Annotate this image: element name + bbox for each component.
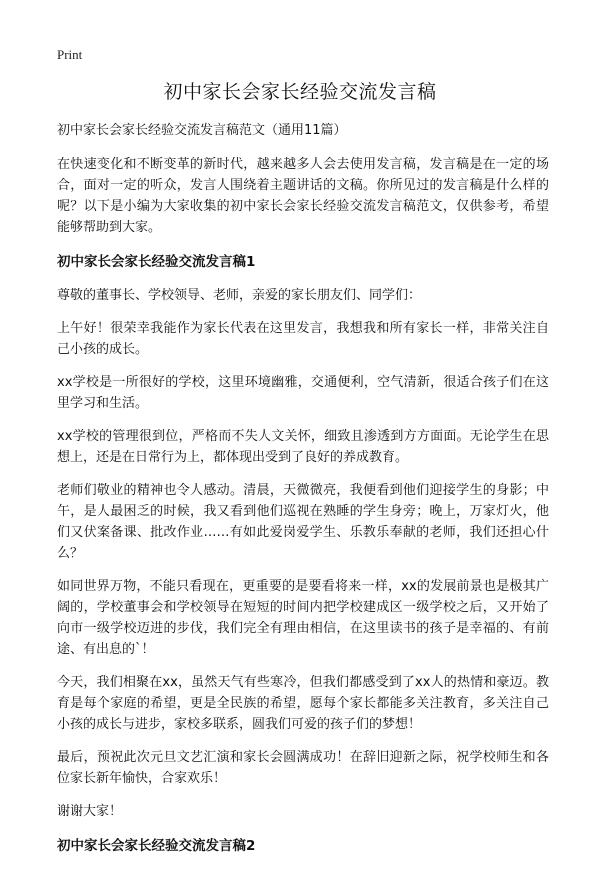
document-body — [57, 120, 549, 869]
page-title: 初中家长会家长经验交流发言稿 — [163, 81, 437, 103]
intro-paragraph: 在快速变化和不断变革的新时代，越来越多人会去使用发言稿，发言稿是在一定的场合，面对一定的听众，发言人围绕着主题讲话的文稿。你所见过的发言稿是什么样的呢？以下是小编为大家收集的初中家长会家长经验交流发言稿范文，仅供参考，希望能够帮助到大家。 — [57, 157, 549, 235]
body-paragraph: 老师们敬业的精神也令人感动。清晨，天微微亮，我便看到他们迎接学生的身影；中午，是人最困乏的时候，我又看到他们巡视在熟睡的学生身旁；晚上，万家灯火，他们又伏案备课、批改作业……有如此爱岗爱学生、乐教乐奉献的老师，我们还担心什么？ — [57, 483, 549, 561]
section-heading-2: 初中家长会家长经验交流发言稿2 — [57, 838, 256, 854]
body-paragraph: 今天，我们相聚在xx，虽然天气有些寒冷，但我们都感受到了xx人的热情和豪迈。教育是每个家庭的希望，更是全民族的希望，愿每个家长都能多关注教育，多关注自己小孩的成长与进步，家校多联系，圆我们可爱的孩子们的梦想！ — [57, 675, 549, 732]
print-link[interactable]: Print — [57, 47, 83, 62]
body-paragraph: 上午好！很荣幸我能作为家长代表在这里发言，我想我和所有家长一样，非常关注自己小孩的成长。 — [57, 321, 549, 357]
document-subtitle: 初中家长会家长经验交流发言稿范文（通用11篇） — [57, 123, 347, 138]
body-paragraph: 如同世界万物，不能只看现在，更重要的是要看将来一样，xx的发展前景也是极其广阔的，学校董事会和学校领导在短短的时间内把学校建成区一级学校之后，又开始了向市一级学校迈进的步伐，我们完全有理由相信，在这里读书的孩子是幸福的、有前途、有出息的`！ — [57, 579, 549, 657]
closing-paragraph: 谢谢大家！ — [57, 804, 123, 819]
section-heading-1: 初中家长会家长经验交流发言稿1 — [57, 254, 256, 270]
body-paragraph: xx学校的管理很到位，严格而不失人文关怀，细致且渗透到方方面面。无论学生在思想上，还是在日常行为上，都体现出受到了良好的养成教育。 — [57, 429, 549, 465]
body-paragraph: xx学校是一所很好的学校，这里环境幽雅，交通便利，空气清新，很适合孩子们在这里学习和生活。 — [57, 375, 549, 411]
salutation-paragraph: 尊敬的董事长、学校领导、老师，亲爱的家长朋友们、同学们： — [57, 288, 422, 303]
body-paragraph: 最后，预祝此次元旦文艺汇演和家长会圆满成功！在辞旧迎新之际，祝学校师生和各位家长新年愉快，合家欢乐！ — [57, 750, 549, 786]
